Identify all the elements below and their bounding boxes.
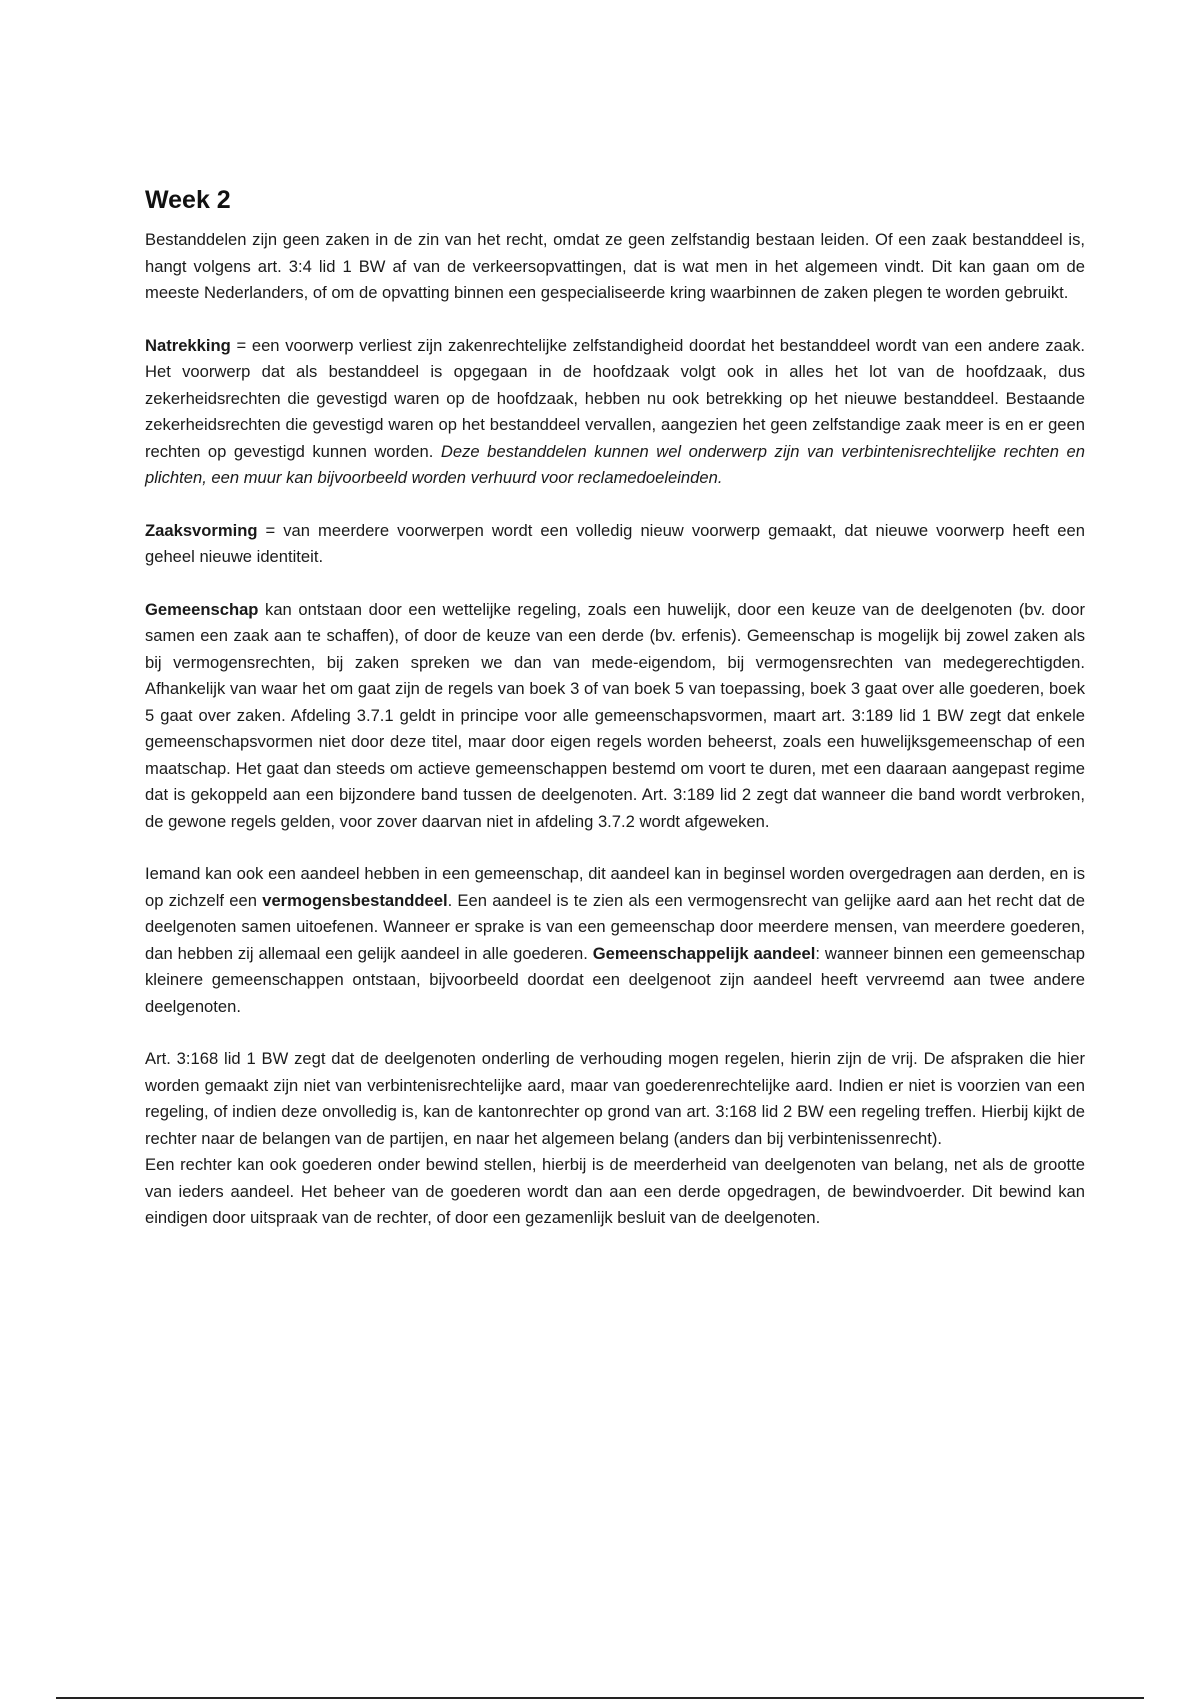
paragraph-zaaksvorming-text: = van meerdere voorwerpen wordt een volledig nieuw voorwerp gemaakt, dat nieuwe voorwerp heeft een geheel nieuwe identiteit. bbox=[145, 520, 1085, 566]
paragraph-aandeel-text-3: : wanneer binnen een gemeenschap kleinere gemeenschappen ontstaan, bijvoorbeeld doordat een deelgenoot zijn aandeel heeft vervreemd aan twee andere deelgenoten. bbox=[145, 943, 1086, 1016]
paragraph-regeling: Art. 3:168 lid 1 BW zegt dat de deelgenoten onderling de verhouding mogen regelen, hierin zijn de vrij. De afspraken die hier worden gemaakt zijn niet van verbintenisrechtelijke aard, maar van goederenrechtelijke aard. Indien er niet is voorzien van een regeling, of indien deze onvolledig is, kan de kantonrechter op grond van art. 3:168 lid 2 BW een regeling treffen. Hierbij kijkt de rechter naar de belangen van de partijen, en naar het algemeen belang (anders dan bij verbintenissenrecht). bbox=[145, 1049, 1085, 1148]
term-natrekking: Natrekking bbox=[145, 335, 231, 355]
paragraph-natrekking-text: = een voorwerp verliest zijn zakenrechtelijke zelfstandigheid doordat het bestanddeel wordt van een andere zaak. Het voorwerp dat als bestanddeel is opgegaan in de hoofdzaak volgt ook in alles het lot van de hoofdzaak, dus zekerheidsrechten die gevestigd waren op de hoofdzaak, hebben nu ook betrekking op het nieuwe bestanddeel. Bestaande zekerheidsrechten die gevestigd waren op het bestanddeel vervallen, aangezien het geen zelfstandige zaak meer is en er geen rechten op gevestigd kunnen worden. bbox=[145, 335, 1085, 461]
paragraph-bewind: Een rechter kan ook goederen onder bewind stellen, hierbij is de meerderheid van deelgenoten van belang, net als de grootte van ieders aandeel. Het beheer van de goederen wordt dan aan een derde opgedragen, de bewindvoerder. Dit bewind kan eindigen door uitspraak van de rechter, of door een gezamenlijk besluit van de deelgenoten. bbox=[145, 1155, 1085, 1227]
term-gemeenschappelijk-aandeel: Gemeenschappelijk aandeel bbox=[592, 943, 816, 963]
term-zaaksvorming: Zaaksvorming bbox=[145, 520, 258, 540]
paragraph-gemeenschap-text: kan ontstaan door een wettelijke regeling, zoals een huwelijk, door een keuze van de deelgenoten (bv. door samen een zaak aan te schaffen), of door de keuze van een derde (bv. erfenis). Gemeenschap is mogelijk bij zowel zaken als bij vermogensrechten, bij zaken spreken we dan van mede-eigendom, bij vermogensrechten van medegerechtigden. Afhankelijk van waar het om gaat zijn de regels van boek 3 of van boek 5 van toepassing, boek 3 gaat over alle goederen, boek 5 gaat over zaken. Afdeling 3.7.1 geldt in principe voor alle gemeenschapsvormen, maart art. 3:189 lid 1 BW zegt dat enkele gemeenschapsvormen niet door deze titel, maar door eigen regels worden beheerst, zoals een huwelijksgemeenschap of een maatschap. Het gaat dan steeds om actieve gemeenschappen bestemd om voort te duren, met een daaraan aangepast regime dat is gekoppeld aan een bijzondere band tussen de deelgenoten. Art. 3:189 lid 2 zegt dat wanneer die band wordt verbroken, de gewone regels gelden, voor zover daarvan niet in afdeling 3.7.2 wordt afgeweken. bbox=[145, 599, 1085, 831]
paragraph-natrekking bbox=[145, 333, 1085, 492]
paragraph-gemeenschap bbox=[145, 597, 1085, 836]
term-gemeenschap: Gemeenschap bbox=[145, 599, 259, 619]
paragraph-aandeel-text-2: . Een aandeel is te zien als een vermogensrecht van gelijke aard aan het recht dat de deelgenoten samen uitoefenen. Wanneer er sprake is van een gemeenschap door meerdere mensen, van meerdere goederen, dan hebben zij allemaal een gelijk aandeel in alle goederen. bbox=[145, 890, 1085, 963]
paragraph-zaaksvorming bbox=[145, 518, 1085, 571]
term-vermogensbestanddeel: vermogensbestanddeel bbox=[262, 890, 448, 910]
paragraph-aandeel bbox=[145, 861, 1085, 1020]
page-title: Week 2 bbox=[145, 186, 231, 214]
paragraph-aandeel-text-1: Iemand kan ook een aandeel hebben in een gemeenschap, dit aandeel kan in beginsel worden overgedragen aan derden, en is op zichzelf een bbox=[145, 864, 1085, 910]
paragraph-natrekking-italic: Deze bestanddelen kunnen wel onderwerp zijn van verbintenisrechtelijke rechten en plichten, een muur kan bijvoorbeeld worden verhuurd voor reclamedoeleinden. bbox=[145, 441, 1085, 487]
paragraph-bestanddelen: Bestanddelen zijn geen zaken in de zin van het recht, omdat ze geen zelfstandig bestaan leiden. Of een zaak bestanddeel is, hangt volgens art. 3:4 lid 1 BW af van de verkeersopvattingen, dat is wat men in het algemeen vindt. Dit kan gaan om de meeste Nederlanders, of om de opvatting binnen een gespecialiseerde kring waarbinnen de zaken plegen te worden gebruikt. bbox=[145, 230, 1085, 302]
document-page bbox=[145, 185, 1085, 1258]
page-bottom-rule bbox=[56, 1697, 1144, 1699]
